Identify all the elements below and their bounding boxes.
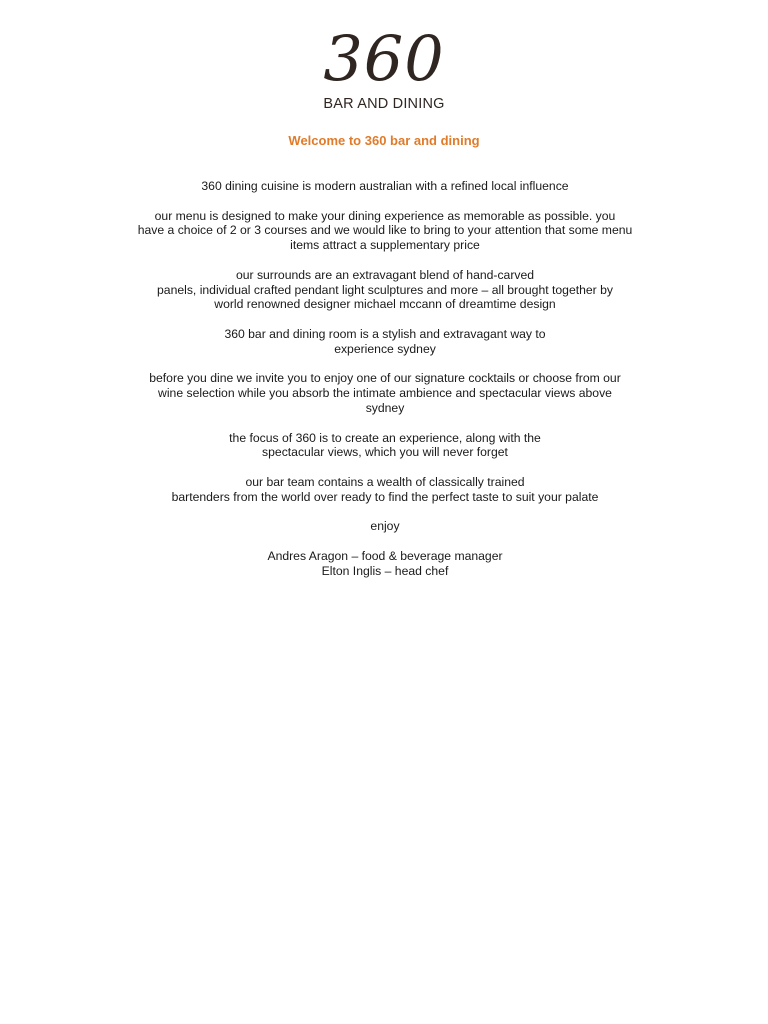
text-line: items attract a supplementary price — [290, 238, 480, 253]
paragraph-bar-team — [90, 475, 680, 505]
text-line: spectacular views, which you will never forget — [262, 445, 508, 460]
paragraph-dining-room — [90, 327, 680, 357]
page-title: Welcome to 360 bar and dining — [288, 133, 480, 148]
text-line: panels, individual crafted pendant light sculptures and more – all brought together by — [157, 282, 613, 297]
signatures — [90, 549, 680, 579]
signature-line: Elton Inglis – head chef — [321, 563, 449, 578]
text-line: have a choice of 2 or 3 courses and we would like to bring to your attention that some menu — [137, 223, 633, 238]
text-line: experience sydney — [334, 341, 436, 356]
signature-line: Andres Aragon – food & beverage manager — [267, 548, 503, 563]
paragraph-menu — [90, 209, 680, 253]
logo-mark-text: 360 — [323, 30, 445, 95]
logo-mark — [304, 30, 464, 96]
text-line: bartenders from the world over ready to find the perfect taste to suit your palate — [171, 489, 599, 504]
text-line: 360 dining cuisine is modern australian with a refined local influence — [201, 179, 569, 193]
paragraph-cocktails — [90, 371, 680, 415]
text-line: our menu is designed to make your dining experience as memorable as possible. you — [154, 208, 616, 223]
text-line: our surrounds are an extravagant blend of hand-carved — [235, 267, 535, 282]
paragraph-focus — [90, 431, 680, 461]
text-line: our bar team contains a wealth of classically trained — [245, 474, 525, 489]
text-line: wine selection while you absorb the intimate ambience and spectacular views above — [158, 386, 612, 401]
welcome-text — [90, 179, 680, 593]
text-line: sydney — [365, 400, 405, 415]
logo-subtitle: BAR AND DINING — [323, 96, 445, 112]
text-line: enjoy — [370, 519, 400, 534]
paragraph-enjoy — [90, 519, 680, 534]
text-line: the focus of 360 is to create an experience, along with the — [229, 430, 541, 445]
paragraph-cuisine — [90, 179, 680, 194]
paragraph-surrounds — [90, 268, 680, 312]
text-line: before you dine we invite you to enjoy one of our signature cocktails or choose from our — [149, 371, 621, 386]
logo — [0, 30, 768, 112]
text-line: world renowned designer michael mccann of dreamtime design — [214, 297, 556, 312]
text-line: 360 bar and dining room is a stylish and extravagant way to — [224, 326, 546, 341]
